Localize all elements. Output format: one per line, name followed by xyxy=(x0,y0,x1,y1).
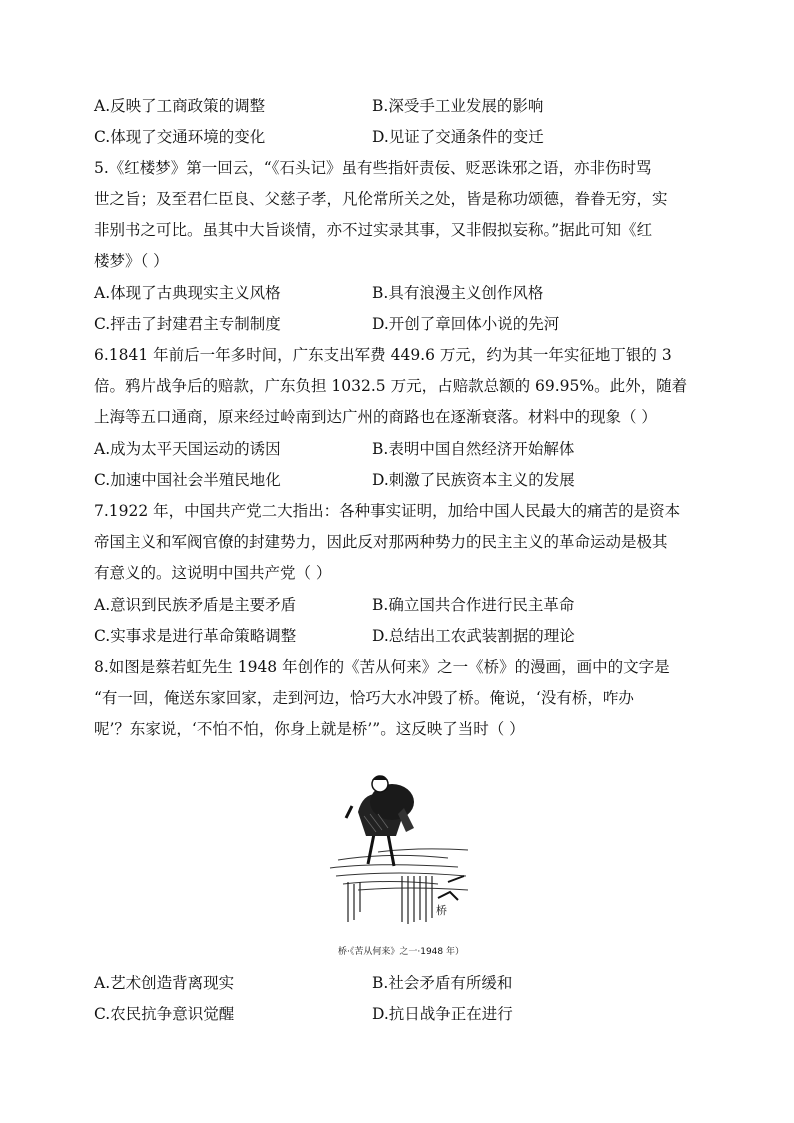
cartoon-illustration xyxy=(318,772,474,947)
q8-stem-line-2: “有一回，俺送东家回家，走到河边，恰巧大水冲毁了桥。俺说，‘没有桥，咋办 xyxy=(94,689,634,707)
q8-option-a: A.艺术创造背离现实 xyxy=(94,974,235,992)
q7-option-b: B.确立国共合作进行民主革命 xyxy=(372,596,575,614)
q6-option-b: B.表明中国自然经济开始解体 xyxy=(372,440,575,458)
q5-stem-line-4: 楼梦》（ ） xyxy=(94,252,169,270)
figure-caption: 桥·《苦从何来》之一·1948 年） xyxy=(338,947,464,957)
q6-option-a: A.成为太平天国运动的诱因 xyxy=(94,440,281,458)
q8-option-b: B.社会矛盾有所缓和 xyxy=(372,974,513,992)
q5-stem-line-1: 5.《红楼梦》第一回云，“《石头记》虽有些指奸责佞、贬恶诛邪之语，亦非伤时骂 xyxy=(94,159,652,177)
q5-stem-line-2: 世之旨；及至君仁臣良、父慈子孝，凡伦常所关之处，皆是称功颂德，眷眷无穷，实 xyxy=(94,190,668,208)
cartoon-figure xyxy=(318,772,474,960)
q6-stem-line-1: 6.1841 年前后一年多时间，广东支出军费 449.6 万元，约为其一年实征地丁银的 3 xyxy=(94,346,672,364)
q6-option-d: D.刺激了民族资本主义的发展 xyxy=(372,471,575,489)
q7-stem-line-3: 有意义的。这说明中国共产党（ ） xyxy=(94,564,332,582)
q6-stem-line-3: 上海等五口通商，原来经过岭南到达广州的商路也在逐渐衰落。材料中的现象（ ） xyxy=(94,408,657,426)
q7-stem-line-2: 帝国主义和军阀官僚的封建势力，因此反对那两种势力的民主主义的革命运动是极其 xyxy=(94,533,668,551)
q5-option-a: A.体现了古典现实主义风格 xyxy=(94,284,281,302)
q5-option-c: C.抨击了封建君主专制制度 xyxy=(94,315,281,333)
q4-option-a: A.反映了工商政策的调整 xyxy=(94,97,266,115)
q5-option-b: B.具有浪漫主义创作风格 xyxy=(372,284,544,302)
q8-stem-line-1: 8.如图是蔡若虹先生 1948 年创作的《苦从何来》之一《桥》的漫画，画中的文字是 xyxy=(94,658,670,676)
q7-option-a: A.意识到民族矛盾是主要矛盾 xyxy=(94,596,297,614)
q8-stem-line-3: 呢’？东家说，‘不怕不怕，你身上就是桥’”。这反映了当时（ ） xyxy=(94,720,525,738)
q5-option-d: D.开创了章回体小说的先河 xyxy=(372,315,560,333)
q7-option-d: D.总结出工农武装割据的理论 xyxy=(372,627,575,645)
q4-option-b: B.深受手工业发展的影响 xyxy=(372,97,544,115)
q4-option-d: D.见证了交通条件的变迁 xyxy=(372,128,544,146)
q4-option-c: C.体现了交通环境的变化 xyxy=(94,128,266,146)
q5-stem-line-3: 非别书之可比。虽其中大旨谈情，亦不过实录其事，又非假拟妄称。”据此可知《红 xyxy=(94,221,653,239)
q6-stem-line-2: 倍。鸦片战争后的赔款，广东负担 1032.5 万元，占赔款总额的 69.95%。此外，随着 xyxy=(94,377,688,395)
q6-option-c: C.加速中国社会半殖民地化 xyxy=(94,471,281,489)
q8-option-d: D.抗日战争正在进行 xyxy=(372,1005,513,1023)
q7-option-c: C.实事求是进行革命策略调整 xyxy=(94,627,297,645)
cartoon-title: 桥 xyxy=(436,904,447,917)
q7-stem-line-1: 7.1922 年，中国共产党二大指出：各种事实证明，加给中国人民最大的痛苦的是资本 xyxy=(94,502,681,520)
q8-option-c: C.农民抗争意识觉醒 xyxy=(94,1005,235,1023)
